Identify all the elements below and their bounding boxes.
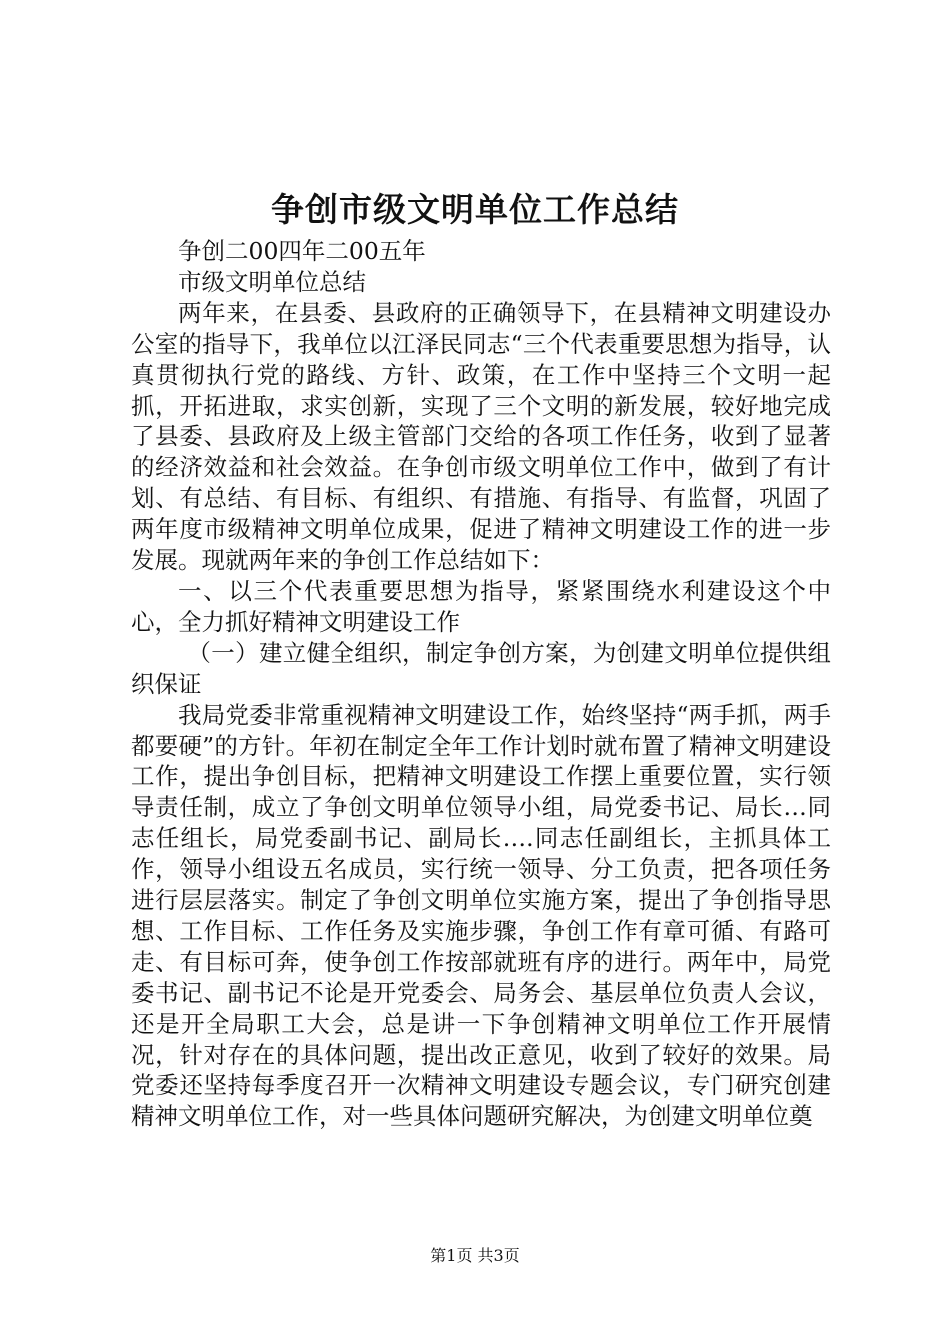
- paragraph-intro: 两年来，在县委、县政府的正确领导下，在县精神文明建设办公室的指导下，我单位以江泽民同志“三个代表重要思想为指导，认真贯彻执行党的路线、方针、政策，在工作中坚持三个文明一起抓，开拓进取，求实创新，实现了三个文明的新发展，较好地完成了县委、县政府及上级主管部门交给的各项工作任务，收到了显著的经济效益和社会效益。在争创市级文明单位工作中，做到了有计划、有总结、有目标、有组织、有措施、有指导、有监督，巩固了两年度市级精神文明单位成果，促进了精神文明建设工作的进一步发展。现就两年来的争创工作总结如下：: [131, 298, 831, 575]
- paragraph-organization: 我局党委非常重视精神文明建设工作，始终坚持“两手抓，两手都要硬”的方针。年初在制定全年工作计划时就布置了精神文明建设工作，提出争创目标，把精神文明建设工作摆上重要位置，实行领导责任制，成立了争创文明单位领导小组，局党委书记、局长…同志任组长，局党委副书记、副局长….同志任副组长，主抓具体工作，领导小组设五名成员，实行统一领导、分工负责，把各项任务进行层层落实。制定了争创文明单位实施方案，提出了争创指导思想、工作目标、工作任务及实施步骤，争创工作有章可循、有路可走、有目标可奔，使争创工作按部就班有序的进行。两年中，局党委书记、副书记不论是开党委会、局务会、基层单位负责人会议，还是开全局职工大会，总是讲一下争创精神文明单位工作开展情况，针对存在的具体问题，提出改正意见，收到了较好的效果。局党委还坚持每季度召开一次精神文明建设专题会议，专门研究创建精神文明单位工作，对一些具体问题研究解决，为创建文明单位奠: [131, 700, 831, 1131]
- document-title: 争创市级文明单位工作总结: [271, 190, 679, 229]
- section-heading-1: 一、以三个代表重要思想为指导，紧紧围绕水利建设这个中心，全力抓好精神文明建设工作: [131, 576, 831, 636]
- page-footer: 第1页 共3页: [430, 1246, 520, 1265]
- paragraph-subtitle-summary: 市级文明单位总结: [178, 267, 366, 296]
- paragraph-subtitle-years: 争创二00四年二00五年: [178, 237, 426, 265]
- subsection-heading-1: （一）建立健全组织，制定争创方案，为创建文明单位提供组织保证: [131, 638, 831, 698]
- document-body: [131, 236, 831, 1132]
